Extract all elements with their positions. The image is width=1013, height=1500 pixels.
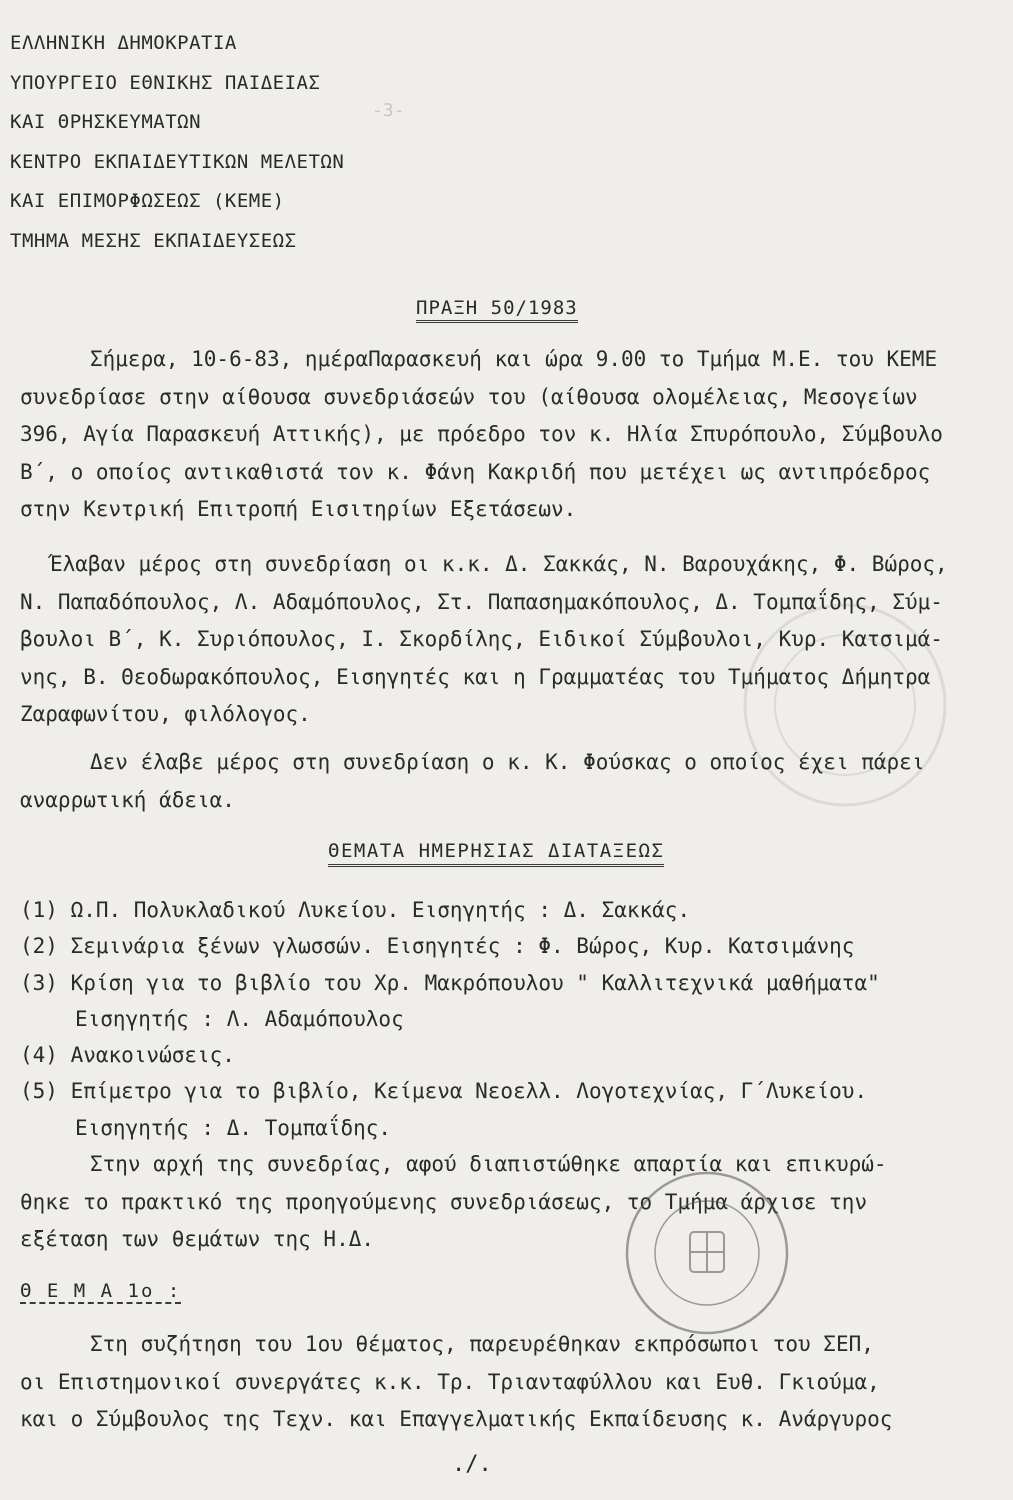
header-line: ΚΑΙ ΕΠΙΜΟΡΦΩΣΕΩΣ (ΚΕΜΕ) [10, 190, 285, 212]
text-line: Έλαβαν μέρος στη συνεδρίαση οι κ.κ. Δ. Σακκάς, Ν. Βαρουχάκης, Φ. Βώρος, [50, 552, 948, 576]
agenda-title: ΘΕΜΑΤΑ ΗΜΕΡΗΣΙΑΣ ΔΙΑΤΑΞΕΩΣ [328, 840, 664, 867]
header-line: ΤΜΗΜΑ ΜΕΣΗΣ ΕΚΠΑΙΔΕΥΣΕΩΣ [10, 229, 297, 252]
agenda-list [20, 892, 880, 1146]
agenda-item: (3) Κρίση για το βιβλίο του Χρ. Μακρόπουλου " Καλλιτεχνικά μαθήματα" [20, 970, 880, 995]
agenda-item-continuation: Εισηγητής : Λ. Αδαμόπουλος [75, 1006, 404, 1031]
text-line: οι Επιστημονικοί συνεργάτες κ.κ. Τρ. Τριανταφύλλου και Ευθ. Γκιούμα, [20, 1369, 880, 1394]
absent-paragraph [20, 744, 995, 819]
text-line: θηκε το πρακτικό της προηγούμενης συνεδριάσεως, το Τμήμα άρχισε την [20, 1189, 868, 1214]
text-line: και ο Σύμβουλος της Τεχν. και Επαγγελματικής Εκπαίδευσης κ. Ανάργυρος [20, 1407, 893, 1431]
text-line: συνεδρίασε στην αίθουσα συνεδριάσεών του (αίθουσα ολομέλειας, Μεσογείων [20, 384, 918, 409]
text-line: Σήμερα, 10-6-83, ημέραΠαρασκευή και ώρα 9.00 το Τμήμα Μ.Ε. του ΚΕΜΕ [90, 347, 938, 371]
text-line: Ν. Παπαδόπουλος, Λ. Αδαμόπουλος, Στ. Παπασημακόπουλος, Δ. Τομπαΐδης, Σύμ- [20, 589, 943, 614]
text-line: νης, Β. Θεοδωρακόπουλος, Εισηγητές και η Γραμματέας του Τμήματος Δήμητρα [20, 664, 931, 689]
thema-heading: Θ Ε Μ Α 1ο : [20, 1280, 182, 1302]
text-line: 396, Αγία Παρασκευή Αττικής), με πρόεδρο τον κ. Ηλία Σπυρόπουλο, Σύμβουλο [20, 422, 943, 446]
text-line: Δεν έλαβε μέρος στη συνεδρίαση ο κ. Κ. Φούσκας ο οποίος έχει πάρει [90, 750, 925, 774]
header-line: ΚΕΝΤΡΟ ΕΚΠΑΙΔΕΥΤΙΚΩΝ ΜΕΛΕΤΩΝ [10, 150, 345, 173]
text-line: εξέταση των θεμάτων της Η.Δ. [20, 1227, 375, 1251]
text-line: βουλοι Β΄, Κ. Συριόπουλος, Ι. Σκορδίλης, Ειδικοί Σύμβουλοι, Κυρ. Κατσιμά- [20, 627, 943, 651]
opening-paragraph [20, 1146, 995, 1259]
text-line: Β΄, ο οποίος αντικαθιστά τον κ. Φάνη Κακριδή που μετέχει ως αντιπρόεδρος [20, 459, 931, 484]
intro-paragraph [20, 341, 995, 529]
text-line: Ζαραφωνίτου, φιλόλογος. [20, 702, 311, 726]
header-line: ΥΠΟΥΡΓΕΙΟ ΕΘΝΙΚΗΣ ΠΑΙΔΕΙΑΣ [10, 71, 321, 94]
header-line: ΚΑΙ ΘΡΗΣΚΕΥΜΑΤΩΝ [10, 111, 202, 133]
page-continuation-mark: ./. [452, 1452, 492, 1477]
agenda-item: (5) Επίμετρο για το βιβλίο, Κείμενα Νεοελλ. Λογοτεχνίας, Γ΄Λυκείου. [20, 1079, 868, 1104]
agenda-item: (4) Ανακοινώσεις. [20, 1043, 235, 1068]
text-line: Στη συζήτηση του 1ου θέματος, παρευρέθηκαν εκπρόσωποι του ΣΕΠ, [90, 1332, 874, 1356]
agenda-item: (1) Ω.Π. Πολυκλαδικού Λυκείου. Εισηγητής : Δ. Σακκάς. [20, 898, 691, 922]
text-line: στην Κεντρική Επιτροπή Εισιτηρίων Εξετάσεων. [20, 497, 577, 521]
document-title: ΠΡΑΞΗ 50/1983 [416, 297, 578, 323]
thema-paragraph [20, 1326, 995, 1439]
agenda-item: (2) Σεμινάρια ξένων γλωσσών. Εισηγητές : Φ. Βώρος, Κυρ. Κατσιμάνης [20, 934, 855, 959]
header-line: ΕΛΛΗΝΙΚΗ ΔΗΜΟΚΡΑΤΙΑ [10, 32, 237, 54]
text-line: αναρρωτική άδεια. [20, 787, 235, 812]
ghost-page-number: -3- [372, 100, 405, 121]
agenda-item-continuation: Εισηγητής : Δ. Τομπαΐδης. [75, 1115, 392, 1140]
text-line: Στην αρχή της συνεδρίας, αφού διαπιστώθηκε απαρτία και επικυρώ- [90, 1152, 887, 1176]
participants-paragraph [20, 546, 995, 734]
header-block [10, 24, 344, 261]
